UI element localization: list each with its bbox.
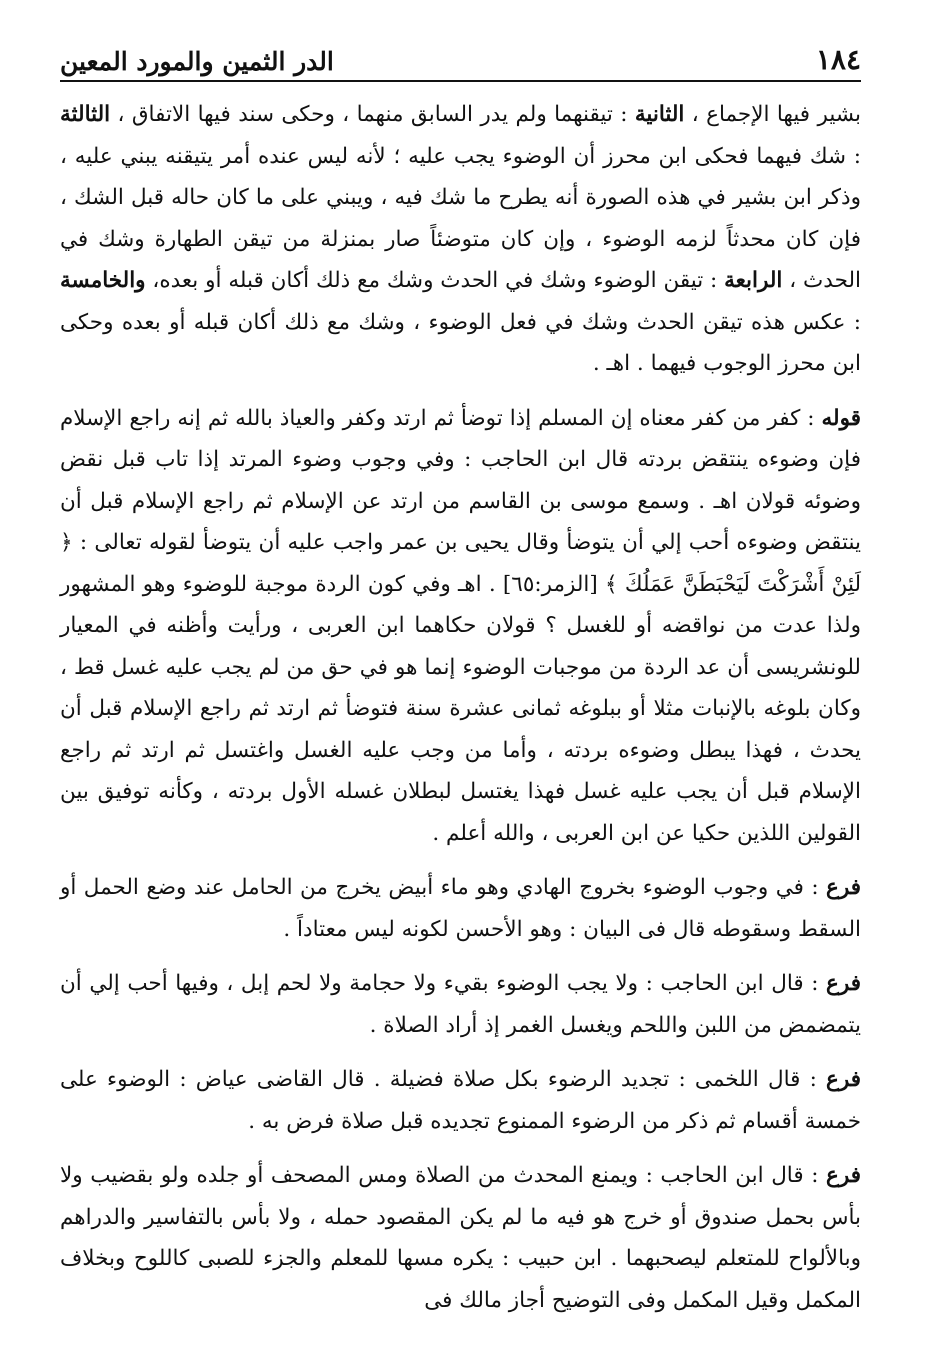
paragraph-text: : تيقنهما ولم يدر السابق منهما ، وحكى سند فيها الاتفاق ،: [110, 102, 635, 127]
paragraph: [60, 867, 861, 950]
paragraph-text: : شك فيهما فحكى ابن محرز أن الوضوء يجب عليه ؛ لأنه ليس عنده أمر يتيقنه يبني عليه ، وذكر ابن بشير في هذه الصورة أنه يطرح ما شك فيه ، ويبني على ما كان حاله قبل الشك ، فإن كان محدثاً لزمه الوضوء ، وإن كان متوضئاً صار بمنزلة من تيقن الطهارة وشك في الحدث ،: [60, 143, 861, 293]
section-label: قوله: [821, 405, 861, 431]
section-label: فرع: [826, 1163, 861, 1188]
paragraph-text: : في وجوب الوضوء بخروج الهادي وهو ماء أبيض يخرج من الحامل عند وضع الحمل أو السقط وسقوطه قال فى البيان : وهو الأحسن لكونه ليس معتاداً .: [60, 875, 861, 942]
section-label: والخامسة: [60, 268, 146, 293]
section-label: فرع: [826, 875, 861, 900]
section-label: الثانية: [634, 102, 685, 127]
section-label: الثالثة: [60, 102, 111, 127]
page-header: [60, 34, 861, 74]
paragraph: [60, 398, 861, 855]
page-number: ١٨٤: [815, 43, 861, 76]
paragraph: [60, 94, 861, 385]
paragraph-text: : كفر من كفر معناه إن المسلم إذا توضأ ثم ارتد وكفر والعياذ بالله ثم إنه راجع الإسلام فإن وضوءه ينتقض بردته قال ابن الحاجب : وفي وجوب وضوء المرتد إذا تاب قبل نقض وضوئه قولان اهـ . وسمع موسى بن القاسم من ارتد عن الإسلام ثم راجع الإسلام قبل أن ينتقض وضوءه أحب إلي أن يتوضأ وقال يحيى بن عمر واجب عليه أن يتوضأ لقوله تعالى :: [60, 405, 861, 555]
paragraph-text: : تيقن الوضوء وشك في الحدث وشك مع ذلك أكان قبله أو بعده،: [145, 268, 725, 293]
paragraph: [60, 1059, 861, 1142]
paragraph-text: بشير فيها الإجماع ،: [684, 102, 861, 127]
paragraph: [60, 963, 861, 1046]
paragraph-text: [الزمر:٦٥] . اهـ وفي كون الردة موجبة للوضوء وهو المشهور ولذا عدت من نواقضه أو للغسل ؟ قولان حكاهما ابن العربى ، ورأيت وأظنه في المعيار للونشريسى أن عد الردة من موجبات الوضوء إنما هو في حق من لم يجب عليه غسل قط ، وكان بلوغه بالإنبات مثلا أو ببلوغه ثمانى عشرة سنة فتوضأ ثم ارتد ثم راجع الإسلام قبل أن يحدث ، فهذا يبطل وضوءه بردته ، وأما من وجب عليه الغسل واغتسل ثم ارتد ثم راجع الإسلام قبل أن يجب عليه غسل فهذا يغتسل لبطلان غسله الأول بردته ، وكأنه توفيق بين القولين اللذين حكيا عن ابن العربى ، والله أعلم .: [60, 571, 861, 846]
paragraph-text: : قال ابن الحاجب : ويمنع المحدث من الصلاة ومس المصحف أو جلده ولو بقضيب ولا بأس بحمل صندوق أو خرج هو فيه ما لم يكن المقصود حمله ، ولا بأس بالتفاسير والدراهم وبالألواح للمتعلم ليصحبهما . ابن حبيب : يكره مسها للمعلم والجزء للصبى كاللوح وبخلاف المكمل وقيل المكمل وفى التوضيح أجاز مالك فى: [60, 1163, 861, 1313]
section-label: الرابعة: [724, 268, 783, 293]
paragraph-text: : عكس هذه تيقن الحدث وشك في فعل الوضوء ، وشك مع ذلك أكان قبله أو بعده وحكى ابن محرز الوجوب فيهما . اهـ .: [60, 309, 861, 376]
paragraph: [60, 1155, 861, 1321]
section-label: فرع: [826, 1067, 861, 1092]
section-label: فرع: [826, 971, 861, 996]
page-body: [60, 94, 861, 1321]
paragraph-text: : قال اللخمى : تجديد الرضوء بكل صلاة فضيلة . قال القاضى عياض : الوضوء على خمسة أقسام ثم ذكر من الرضوء الممنوع تجديده قبل صلاة فرض به .: [60, 1067, 861, 1134]
header-divider: [60, 80, 861, 82]
quran-verse: ﴿ لَئِنْ أَشْرَكْتَ لَيَحْبَطَنَّ عَمَلُكَ ﴾: [60, 530, 861, 597]
running-title: الدر الثمين والمورد المعين: [60, 47, 334, 76]
paragraph-text: : قال ابن الحاجب : ولا يجب الوضوء بقيء ولا حجامة ولا لحم إبل ، وفيها أحب إلي أن يتمضمض من اللبن واللحم ويغسل الغمر إذ أراد الصلاة .: [60, 971, 861, 1038]
